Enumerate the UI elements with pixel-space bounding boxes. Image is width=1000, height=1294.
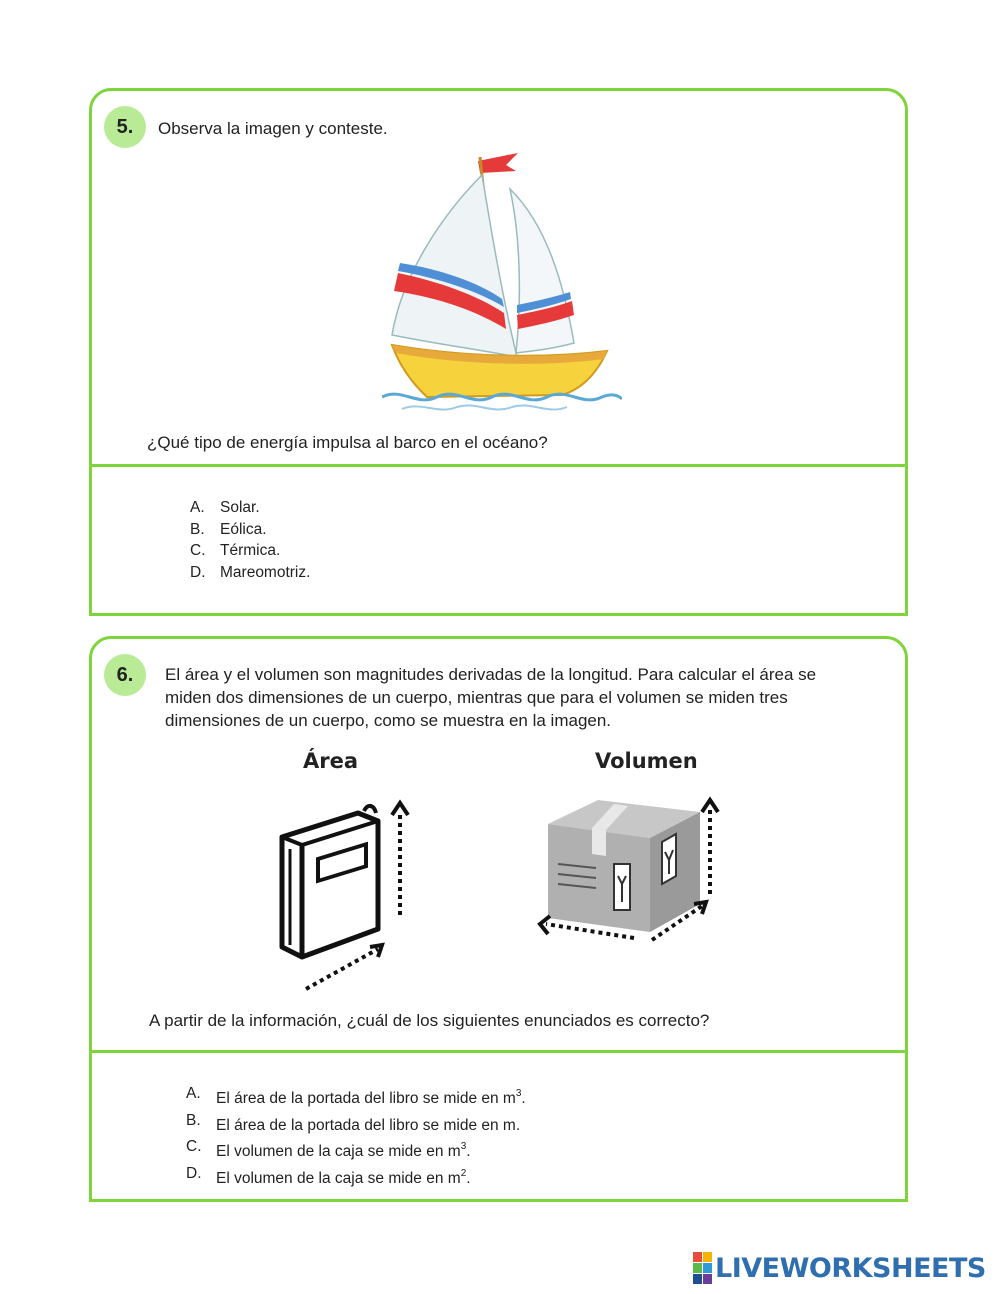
option-c[interactable] [186,1136,526,1163]
depth-arrow-head [540,916,550,934]
options-list [190,497,310,583]
question-6-card [89,636,908,1202]
option-letter: B. [186,1111,201,1129]
book-illustration [272,797,412,997]
option-letter: A. [190,499,205,516]
option-a[interactable] [186,1083,526,1110]
option-letter: C. [186,1138,202,1155]
question-intro-line-3: dimensiones de un cuerpo, como se muestra en la imagen. [165,711,612,730]
option-text: Mareomotriz. [220,563,311,581]
option-text: El área de la portada del libro se mide en m. [216,1116,521,1134]
option-period: . [466,1143,471,1160]
question-number-badge: 5. [104,106,146,148]
box-illustration [534,794,724,954]
question-text: A partir de la información, ¿cuál de los siguientes enunciados es correcto? [149,1011,710,1030]
logo-mark-icon [693,1252,712,1284]
option-letter: A. [186,1085,201,1102]
option-text: El volumen de la caja se mide en m [216,1169,461,1187]
option-text: El volumen de la caja se mide en m [216,1143,461,1160]
card-divider [92,1050,905,1053]
logo-square [693,1274,702,1284]
option-b[interactable] [186,1110,526,1137]
book-corner [364,806,376,813]
logo-square [703,1252,712,1262]
option-superscript: 3 [515,1088,522,1099]
question-instruction: Observa la imagen y conteste. [158,119,388,138]
logo-square [703,1274,712,1284]
logo-square [693,1263,702,1273]
logo-square [703,1263,712,1273]
option-letter: B. [190,520,205,538]
logo-text: LIVEWORKSHEETS [715,1252,986,1284]
waves-lower [402,405,567,409]
width-arrow [306,949,378,989]
box-tape-front [592,828,606,856]
option-period: . [521,1090,526,1107]
option-a[interactable] [190,497,310,519]
question-text: ¿Qué tipo de energía impulsa al barco en el océano? [147,433,548,452]
option-superscript: 3 [460,1141,467,1152]
flag [478,153,518,173]
option-letter: D. [190,563,206,581]
option-d[interactable] [186,1163,526,1190]
waves [382,394,622,400]
option-text: Solar. [220,499,260,516]
height-arrow-head [392,803,408,815]
option-text: El área de la portada del libro se mide en m [216,1090,516,1107]
option-d[interactable] [190,562,310,584]
option-superscript: 2 [460,1167,467,1179]
option-c[interactable] [190,540,310,562]
card-divider [92,464,905,467]
option-text: Eólica. [220,520,267,538]
question-intro-line-1: El área y el volumen son magnitudes derivadas de la longitud. Para calcular el área se [165,665,817,684]
options-list [186,1083,526,1189]
option-text: Térmica. [220,542,281,559]
volume-heading: Volumen [595,749,698,773]
logo-square [693,1252,702,1262]
question-intro-line-2: miden dos dimensiones de un cuerpo, mientras que para el volumen se miden tres [165,688,788,707]
liveworksheets-logo[interactable] [693,1252,986,1284]
sailboat-illustration [382,145,622,415]
area-heading: Área [303,749,359,773]
option-b[interactable] [190,519,310,541]
question-5-card [89,88,908,616]
option-letter: C. [190,542,206,559]
question-number-badge: 6. [104,654,146,696]
option-letter: D. [186,1164,202,1182]
option-period: . [466,1169,471,1187]
